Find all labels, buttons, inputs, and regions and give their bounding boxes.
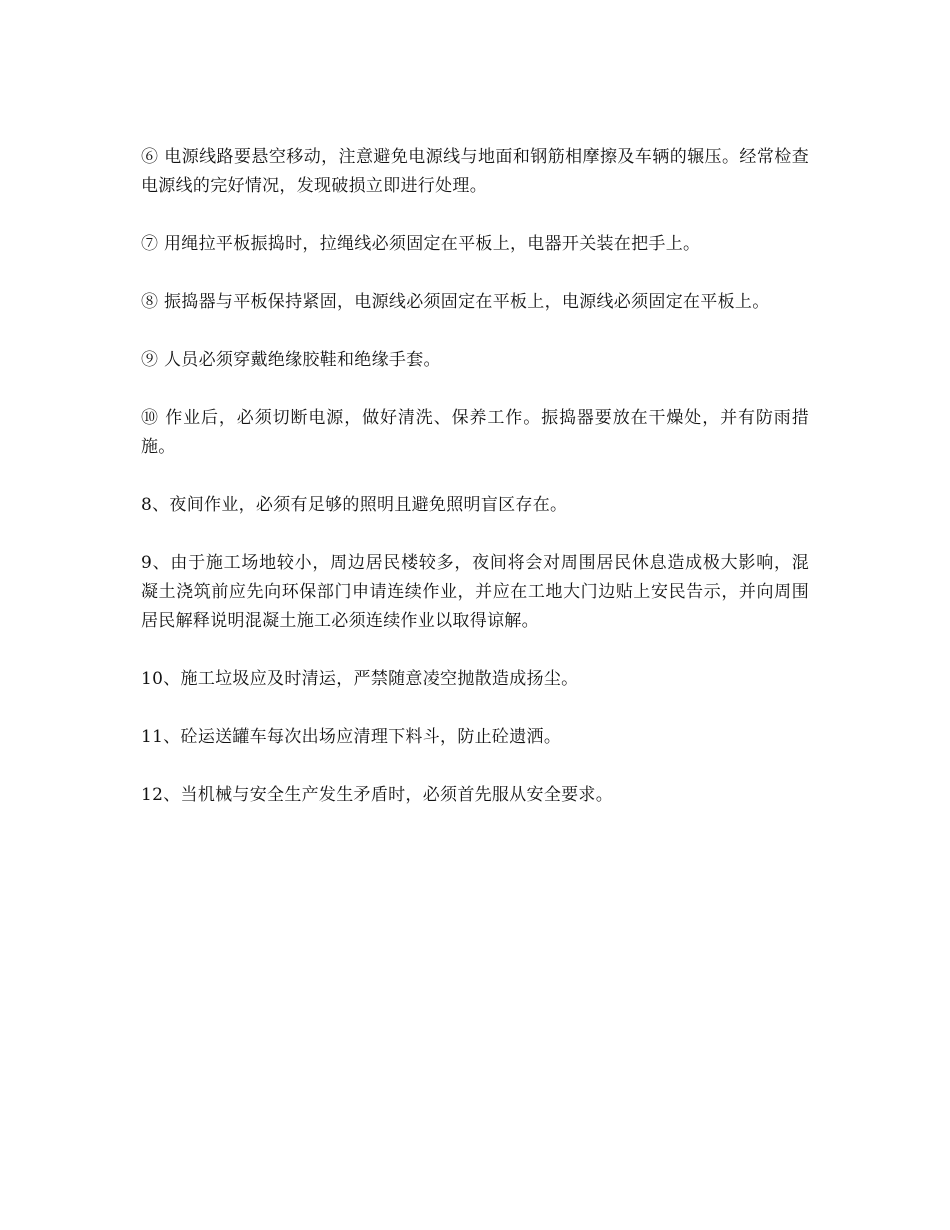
paragraph-item-8: ⑧ 振捣器与平板保持紧固，电源线必须固定在平板上，电源线必须固定在平板上。 bbox=[141, 292, 770, 312]
document-body bbox=[141, 143, 809, 839]
paragraph-section-12: 12、当机械与安全生产发生矛盾时，必须首先服从安全要求。 bbox=[141, 785, 614, 805]
paragraph-item-6: ⑥ 电源线路要悬空移动，注意避免电源线与地面和钢筋相摩擦及车辆的辗压。经常检查电源线的完好情况，发现破损立即进行处理。 bbox=[141, 147, 809, 196]
paragraph-section-10: 10、施工垃圾应及时清运，严禁随意凌空抛散造成扬尘。 bbox=[141, 669, 579, 689]
paragraph-section-8: 8、夜间作业，必须有足够的照明且避免照明盲区存在。 bbox=[141, 495, 568, 515]
paragraph-section-11: 11、砼运送罐车每次出场应清理下料斗，防止砼遗洒。 bbox=[141, 727, 562, 747]
paragraph-section-9: 9、由于施工场地较小，周边居民楼较多，夜间将会对周围居民休息造成极大影响，混凝土浇筑前应先向环保部门申请连续作业，并应在工地大门边贴上安民告示，并向周围居民解释说明混凝土施工必须连续作业以取得谅解。 bbox=[141, 553, 809, 631]
paragraph-item-7: ⑦ 用绳拉平板振捣时，拉绳线必须固定在平板上，电器开关装在把手上。 bbox=[141, 234, 701, 254]
paragraph-item-9: ⑨ 人员必须穿戴绝缘胶鞋和绝缘手套。 bbox=[141, 350, 441, 370]
paragraph-item-10: ⑩ 作业后，必须切断电源，做好清洗、保养工作。振捣器要放在干燥处，并有防雨措施。 bbox=[141, 408, 809, 457]
